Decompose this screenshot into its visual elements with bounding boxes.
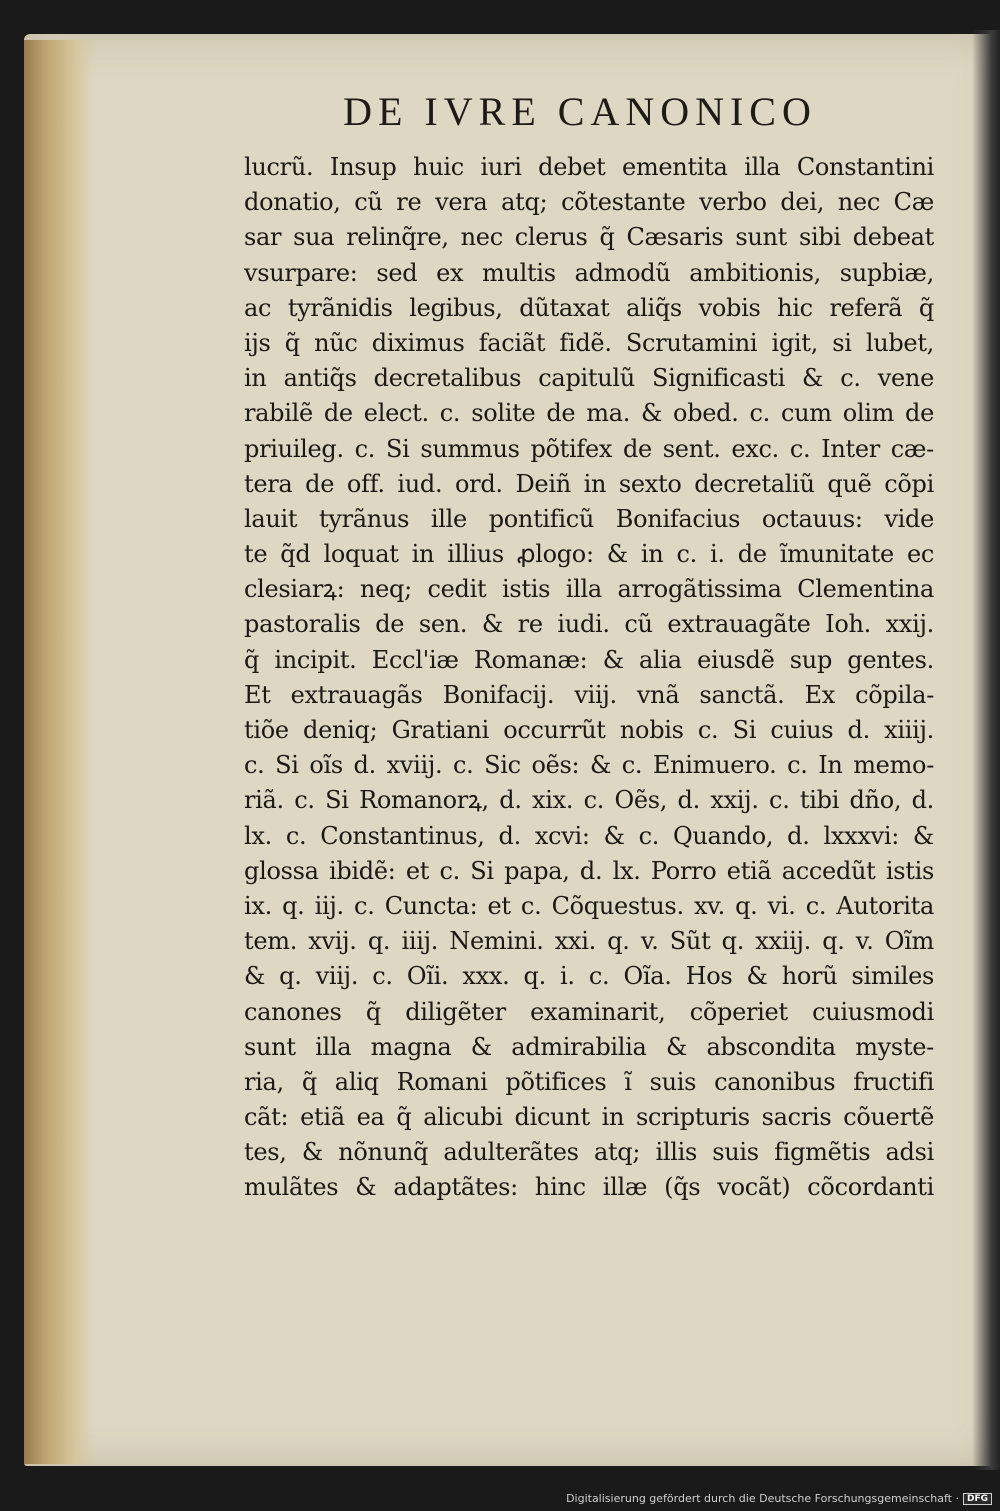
text-line: ijs q̃ nũc diximus faciãt fidẽ. Scrutamini igit, si lubet, (244, 328, 934, 357)
digitization-credit (566, 1492, 992, 1505)
body-text-block (244, 150, 934, 1206)
text-line: sunt illa magna & admirabilia & abscondita myste- (244, 1032, 934, 1061)
page-right-edge (972, 30, 1000, 1470)
text-line: pastoralis de sen. & re iudi. cũ extrauagãte Ioh. xxij. (244, 610, 934, 639)
text-line: rabilẽ de elect. c. solite de ma. & obed. c. cum olim de (244, 399, 934, 428)
text-line: ria, q̃ aliq Romani põtifices ĩ suis canonibus fructifi (244, 1067, 934, 1096)
text-line: ix. q. iij. c. Cuncta: et c. Cõquestus. xv. q. vi. c. Autorita (244, 891, 934, 920)
text-line: clesiarꝝ: neq; cedit istis illa arrogãtissima Clementina (244, 575, 934, 604)
text-line: sar sua relinq̃re, nec clerus q̃ Cæsaris sunt sibi debeat (244, 223, 934, 252)
digitization-note: Digitalisierung gefördert durch die Deutsche Forschungsgemeinschaft · (566, 1492, 959, 1505)
text-line: canones q̃ diligẽter examinarit, cõperiet cuiusmodi (244, 997, 934, 1026)
text-line: vsurpare: sed ex multis admodũ ambitionis, supbiæ, (244, 258, 934, 287)
text-line: lucrũ. Insup huic iuri debet ementita illa Constantini (244, 153, 934, 181)
text-line: glossa ibidẽ: et c. Si papa, d. lx. Porro etiã accedũt istis (244, 856, 934, 885)
text-line: cãt: etiã ea q̃ alicubi dicunt in scripturis sacris cõuertẽ (244, 1103, 934, 1132)
text-line: mulãtes & adaptãtes: hinc illæ (q̃s vocãt) cõcordanti (244, 1173, 934, 1202)
text-line: q̃ incipit. Eccl'iæ Romanæ: & alia eiusdẽ sup gentes. (244, 645, 934, 674)
text-line: donatio, cũ re vera atq; cõtestante verbo dei, nec Cæ (244, 188, 934, 217)
text-line: te q̃d loquat in illius ꝓlogo: & in c. i. de ĩmunitate ec (244, 540, 934, 569)
text-line: lx. c. Constantinus, d. xcvi: & c. Quando, d. lxxxvi: & (244, 821, 934, 850)
text-line: & q. viij. c. Oĩi. xxx. q. i. c. Oĩa. Hos & horũ similes (244, 962, 934, 991)
text-line: tem. xvij. q. iiij. Nemini. xxi. q. v. Sũt q. xxiij. q. v. Oĩm (244, 927, 934, 956)
text-line: Et extrauagãs Bonifacij. viij. vnã sanctã. Ex cõpila- (244, 680, 934, 709)
text-line: tiõe deniq; Gratiani occurrũt nobis c. Si cuius d. xiiij. (244, 716, 934, 744)
book-spine-edge (24, 40, 94, 1464)
text-line: in antiq̃s decretalibus capitulũ Significasti & c. vene (244, 364, 934, 393)
text-line: priuileg. c. Si summus põtifex de sent. exc. c. Inter cæ- (244, 434, 934, 463)
text-line: lauit tyrãnus ille pontificũ Bonifacius octauus: vide (244, 504, 934, 533)
text-line: riã. c. Si Romanorꝝ, d. xix. c. Oẽs, d. xxij. c. tibi dño, d. (244, 786, 934, 815)
text-line: tes, & nõnunq̃ adulterãtes atq; illis suis figmẽtis adsi (244, 1138, 934, 1167)
text-line: c. Si oĩs d. xviij. c. Sic oẽs: & c. Enimuero. c. In memo- (244, 751, 934, 780)
text-line: tera de off. iud. ord. Deiñ in sexto decretaliũ quẽ cõpi (244, 469, 934, 498)
running-title: DE IVRE CANONICO (343, 89, 817, 134)
dfg-logo-icon: DFG (963, 1493, 992, 1505)
text-line: ac tyrãnidis legibus, dũtaxat aliq̃s vobis hic referã q̃ (244, 293, 934, 322)
